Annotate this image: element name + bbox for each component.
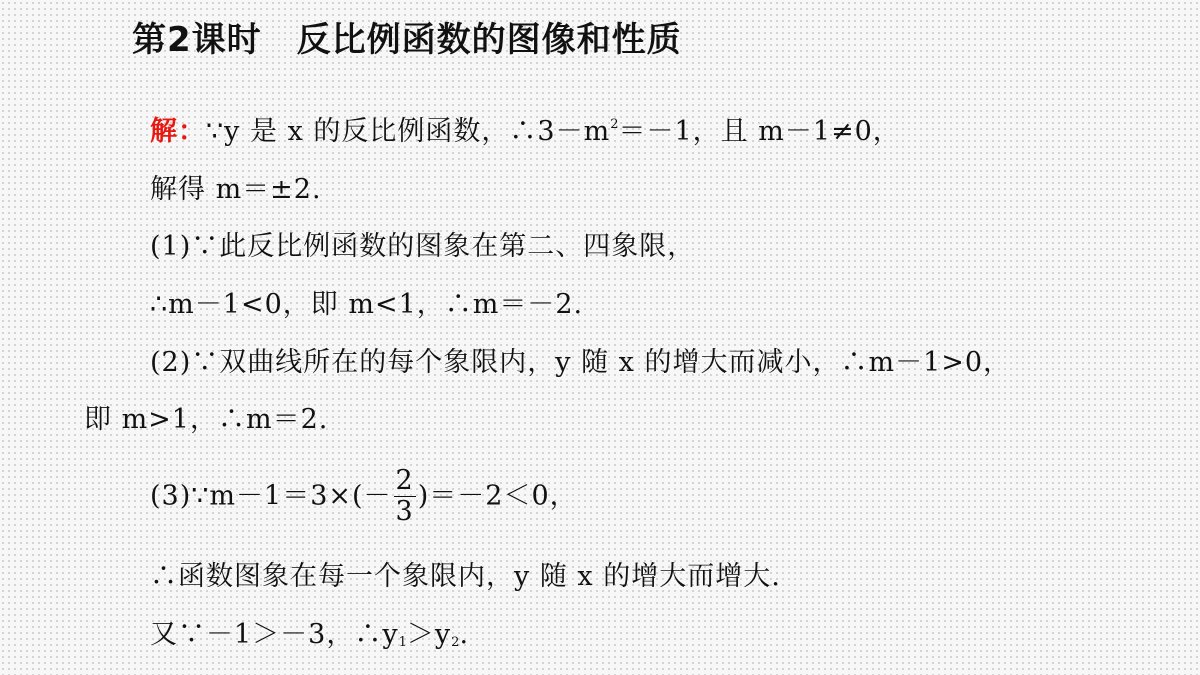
solution-line-2: 解得 m＝±2. [150, 174, 322, 205]
solution-line-5: (2)∵双曲线所在的每个象限内，y 随 x 的增大而减小，∴m－1>0， [150, 347, 1012, 378]
line9-post: . [459, 619, 470, 650]
line9-pre: 又∵－1＞－3，∴y [150, 619, 399, 650]
line9-mid: ＞y [406, 619, 452, 650]
solution-line-3: (1)∵此反比例函数的图象在第二、四象限， [150, 231, 696, 262]
fraction-numerator: 2 [395, 465, 414, 496]
solution-line-6: 即 m>1，∴m＝2. [84, 404, 329, 435]
fraction-denominator: 3 [395, 496, 414, 528]
line9-subscript-2: 2 [451, 635, 460, 650]
fraction-two-thirds [394, 467, 416, 527]
solution-line-7 [150, 467, 578, 527]
line7-pre: (3)∵m－1＝3×(－ [150, 480, 392, 512]
page-title: 第2课时 反比例函数的图像和性质 [132, 20, 682, 60]
line1-pre: ∵y 是 x 的反比例函数，∴3－m [206, 116, 611, 147]
solution-line-9 [150, 621, 469, 649]
line9-subscript-1: 1 [398, 635, 407, 650]
solution-label: 解： [150, 116, 206, 147]
solution-line-1 [150, 118, 901, 145]
line7-post: )＝－2＜0， [417, 480, 578, 512]
solution-line-8: ∴函数图象在每一个象限内，y 随 x 的增大而增大. [150, 561, 781, 592]
line1-superscript: 2 [610, 117, 619, 132]
solution-line-4: ∴m－1<0，即 m<1，∴m＝－2. [150, 289, 584, 320]
line1-post: ＝－1，且 m－1≠0， [618, 116, 901, 147]
